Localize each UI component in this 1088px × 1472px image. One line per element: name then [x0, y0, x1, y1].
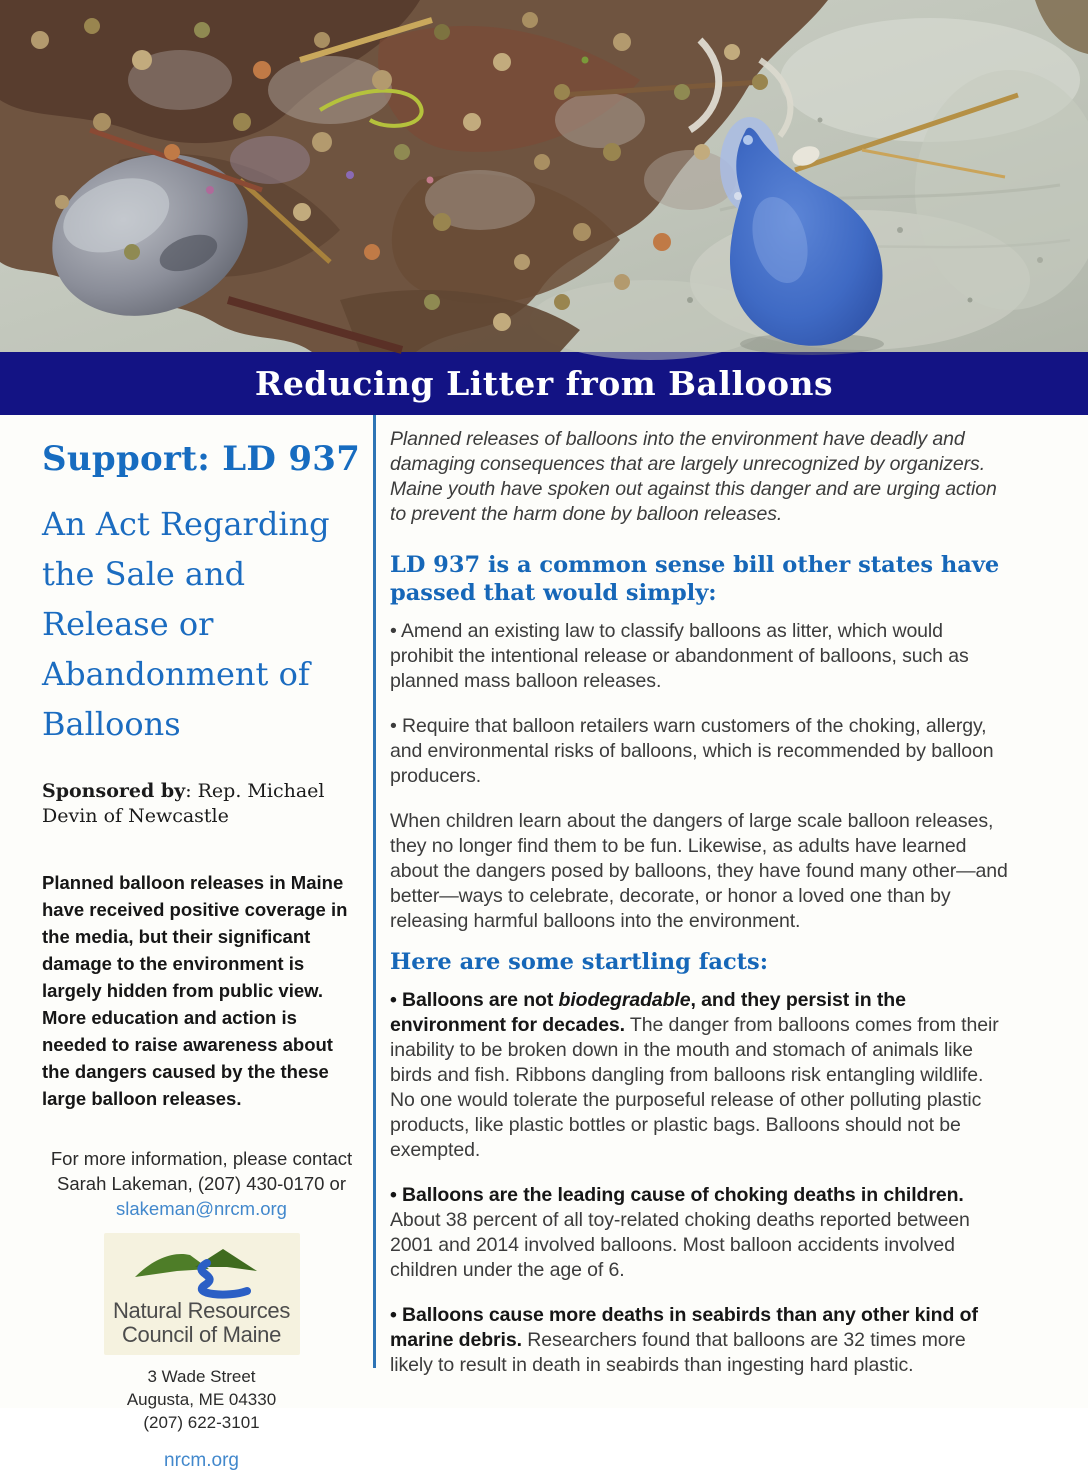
bill-heading: LD 937 is a common sense bill other states have passed that would simply: — [390, 552, 1000, 606]
content-area — [0, 415, 1088, 1471]
contact-email-link[interactable]: slakeman@nrcm.org — [116, 1198, 287, 1219]
logo-name-line-2: Council of Maine — [121, 1322, 282, 1347]
sponsored-by — [42, 779, 361, 829]
fact1-body: The danger from balloons comes from their inability to be broken down in the mouth and stomach of animals like birds and fish. Ribbons dangling from balloons risk entangling wildlife. No one would tolerate the purposeful release of other polluting plastic products, like plastic bottles or plastic bags. Balloons should not be exempted. — [390, 1014, 999, 1161]
fact-choking — [390, 1183, 1010, 1283]
summary-paragraph: Planned balloon releases in Maine have received positive coverage in the media, but their significant damage to the environment is largely hidden from public view. More education and action is needed to raise awareness about the dangers caused by the these large balloon releases. — [42, 872, 348, 1109]
right-column — [376, 415, 1088, 1408]
intro-paragraph: Planned releases of balloons into the environment have deadly and damaging consequences that are largely unrecognized by organizers. Maine youth have spoken out against this danger and are urging action to prevent the harm done by balloon releases. — [390, 428, 997, 525]
act-title: An Act Regarding the Sale and Release or Abandonment of Balloons — [42, 505, 330, 743]
address-street: 3 Wade Street — [147, 1367, 256, 1386]
contact-block — [42, 1146, 361, 1221]
nrcm-logo — [104, 1233, 300, 1355]
address-phone: (207) 622-3101 — [143, 1413, 260, 1432]
logo-name-line-1: Natural Resources — [112, 1298, 291, 1323]
balloon-on-beach-illustration — [0, 0, 1088, 352]
address-block — [42, 1365, 361, 1434]
left-column — [0, 415, 373, 1471]
mountains-river-icon — [127, 1239, 277, 1299]
bill-bullet-1: • Amend an existing law to classify balloons as litter, which would prohibit the intentional release or abandonment of balloons, such as planned mass balloon releases. — [390, 620, 969, 692]
beach-litter-photo — [0, 0, 1088, 352]
fact3-body: Researchers found that balloons are 32 times more likely to result in death in seabirds than ingesting hard plastic. — [390, 1329, 966, 1376]
support-heading: Support: LD 937 — [42, 439, 361, 479]
sponsored-by-label: Sponsored by — [42, 780, 186, 802]
fact3-bold: • Balloons cause more deaths in seabirds than any other kind of marine debris. — [390, 1304, 978, 1351]
address-city: Augusta, ME 04330 — [126, 1390, 277, 1409]
title-banner — [0, 352, 1088, 415]
fact2-body: About 38 percent of all toy-related choking deaths reported between 2001 and 2014 involved balloons. Most balloon accidents involved children under the age of 6. — [390, 1209, 970, 1281]
website-link[interactable]: nrcm.org — [164, 1450, 239, 1471]
sponsor-name: : Rep. Michael Devin of Newcastle — [42, 780, 325, 827]
fact-seabirds — [390, 1303, 1010, 1378]
children-paragraph: When children learn about the dangers of large scale balloon releases, they no longer find them to be fun. Likewise, as adults have learned about the dangers posed by balloons, they have found many other—and better—ways to celebrate, decorate, or honor a loved one than by releasing harmful balloons into the environment. — [390, 810, 1008, 932]
fact1-italic: biodegradable — [558, 989, 691, 1011]
fact-biodegradable — [390, 988, 1010, 1163]
fact1-bold-2: , and they persist in the environment for decades. — [390, 989, 906, 1036]
contact-line-1: For more information, please contact — [50, 1148, 353, 1169]
facts-heading: Here are some startling facts: — [390, 949, 769, 975]
bill-bullet-2: • Require that balloon retailers warn customers of the choking, allergy, and environmental risks of balloons, which is recommended by balloon producers. — [390, 715, 994, 787]
contact-line-2: Sarah Lakeman, (207) 430-0170 or — [57, 1173, 346, 1194]
page-title: Reducing Litter from Balloons — [254, 364, 834, 403]
fact1-bold-1: • Balloons are not — [390, 989, 559, 1011]
fact2-bold: • Balloons are the leading cause of choking deaths in children. — [390, 1184, 964, 1206]
